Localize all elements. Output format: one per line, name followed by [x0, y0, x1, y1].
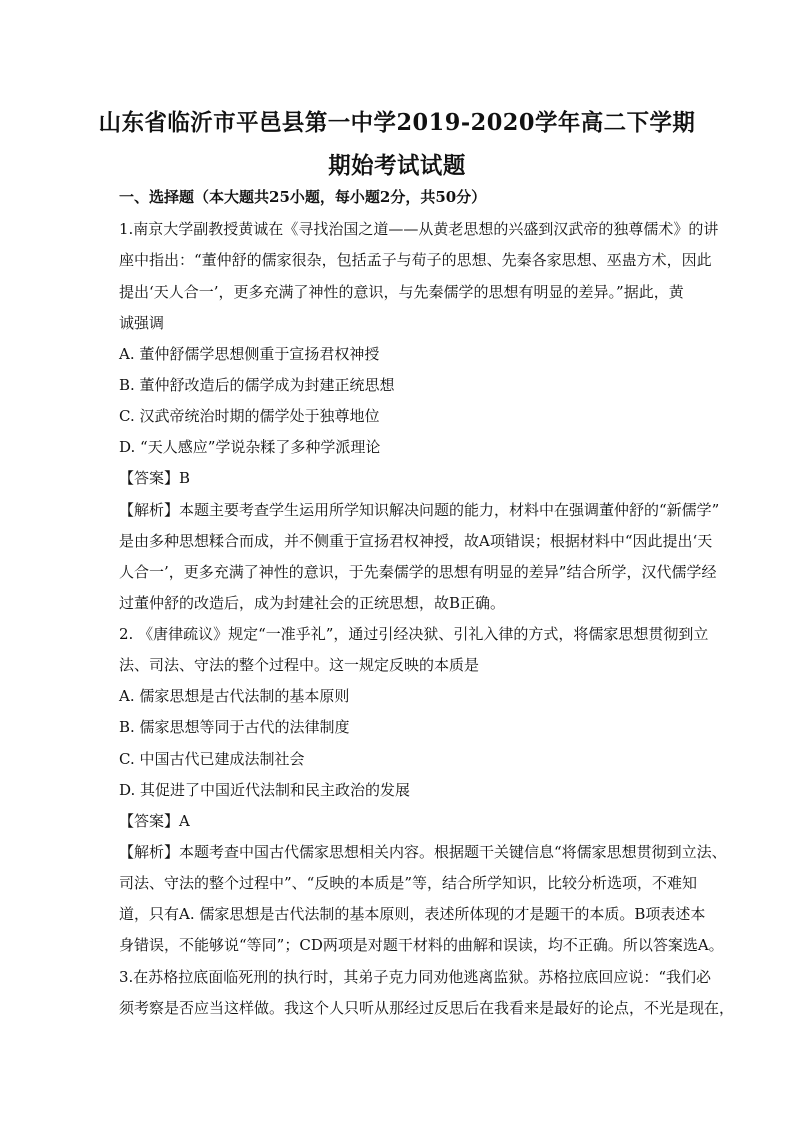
text-line: 诚强调 [119, 314, 165, 332]
analysis-line: 司法、守法的整个过程中”、“反映的本质是”等，结合所学知识，比较分析选项，不难知 [119, 874, 698, 892]
option-line: B. 儒家思想等同于古代的法律制度 [119, 718, 350, 736]
answer-line: 【答案】A [119, 812, 190, 830]
option-line: B. 董仲舒改造后的儒学成为封建正统思想 [119, 376, 395, 394]
option-line: C. 汉武帝统治时期的儒学处于独尊地位 [119, 407, 380, 425]
option-line: D. “天人感应”学说杂糅了多种学派理论 [119, 438, 381, 456]
analysis-line: 是由多种思想糅合而成，并不侧重于宣扬君权神授，故A项错误；根据材料中“因此提出‘天 [119, 532, 713, 550]
analysis-line: 过董仲舒的改造后，成为封建社会的正统思想，故B正确。 [119, 594, 506, 612]
analysis-line: 人合一’，更多充满了神性的意识，于先秦儒学的思想有明显的差异”结合所学，汉代儒学经 [119, 563, 717, 581]
text-line: 3.在苏格拉底面临死刑的执行时，其弟子克力同劝他逃离监狱。苏格拉底回应说：“我们必 [119, 968, 711, 986]
analysis-line: 【解析】本题考查中国古代儒家思想相关内容。根据题干关键信息“将儒家思想贯彻到立法、 [119, 843, 727, 861]
section-heading: 一、选择题（本大题共25小题，每小题2分，共50分） [119, 188, 487, 206]
document-title-line-1: 山东省临沂市平邑县第一中学2019-2020学年高二下学期 [98, 109, 696, 136]
analysis-line: 身错误，不能够说“等同”；CD两项是对题干材料的曲解和误读，均不正确。所以答案选A。 [119, 936, 724, 954]
option-line: C. 中国古代已建成法制社会 [119, 750, 305, 768]
option-line: A. 董仲舒儒学思想侧重于宣扬君权神授 [119, 345, 380, 363]
text-line: 2. 《唐律疏议》规定“一准乎礼”，通过引经决狱、引礼入律的方式，将儒家思想贯彻到立 [119, 625, 709, 643]
option-line: D. 其促进了中国近代法制和民主政治的发展 [119, 781, 411, 799]
answer-line: 【答案】B [119, 469, 191, 487]
text-line: 1.南京大学副教授黄诚在《寻找治国之道——从黄老思想的兴盛到汉武帝的独尊儒术》的讲 [119, 220, 719, 238]
option-line: A. 儒家思想是古代法制的基本原则 [119, 687, 350, 705]
analysis-line: 道，只有A. 儒家思想是古代法制的基本原则，表述所体现的才是题干的本质。B项表述本 [119, 905, 706, 923]
text-line: 法、司法、守法的整个过程中。这一规定反映的本质是 [119, 656, 480, 674]
document-title-line-2: 期始考试试题 [328, 152, 466, 179]
text-line: 提出‘天人合一’，更多充满了神性的意识，与先秦儒学的思想有明显的差异。”据此，黄 [119, 283, 684, 301]
analysis-line: 【解析】本题主要考查学生运用所学知识解决问题的能力，材料中在强调董仲舒的“新儒学” [119, 501, 720, 519]
text-line: 须考察是否应当这样做。我这个人只听从那经过反思后在我看来是最好的论点，不光是现在， [119, 999, 735, 1017]
text-line: 座中指出：“董仲舒的儒家很杂，包括孟子与荀子的思想、先秦各家思想、巫蛊方术，因此 [119, 251, 712, 269]
